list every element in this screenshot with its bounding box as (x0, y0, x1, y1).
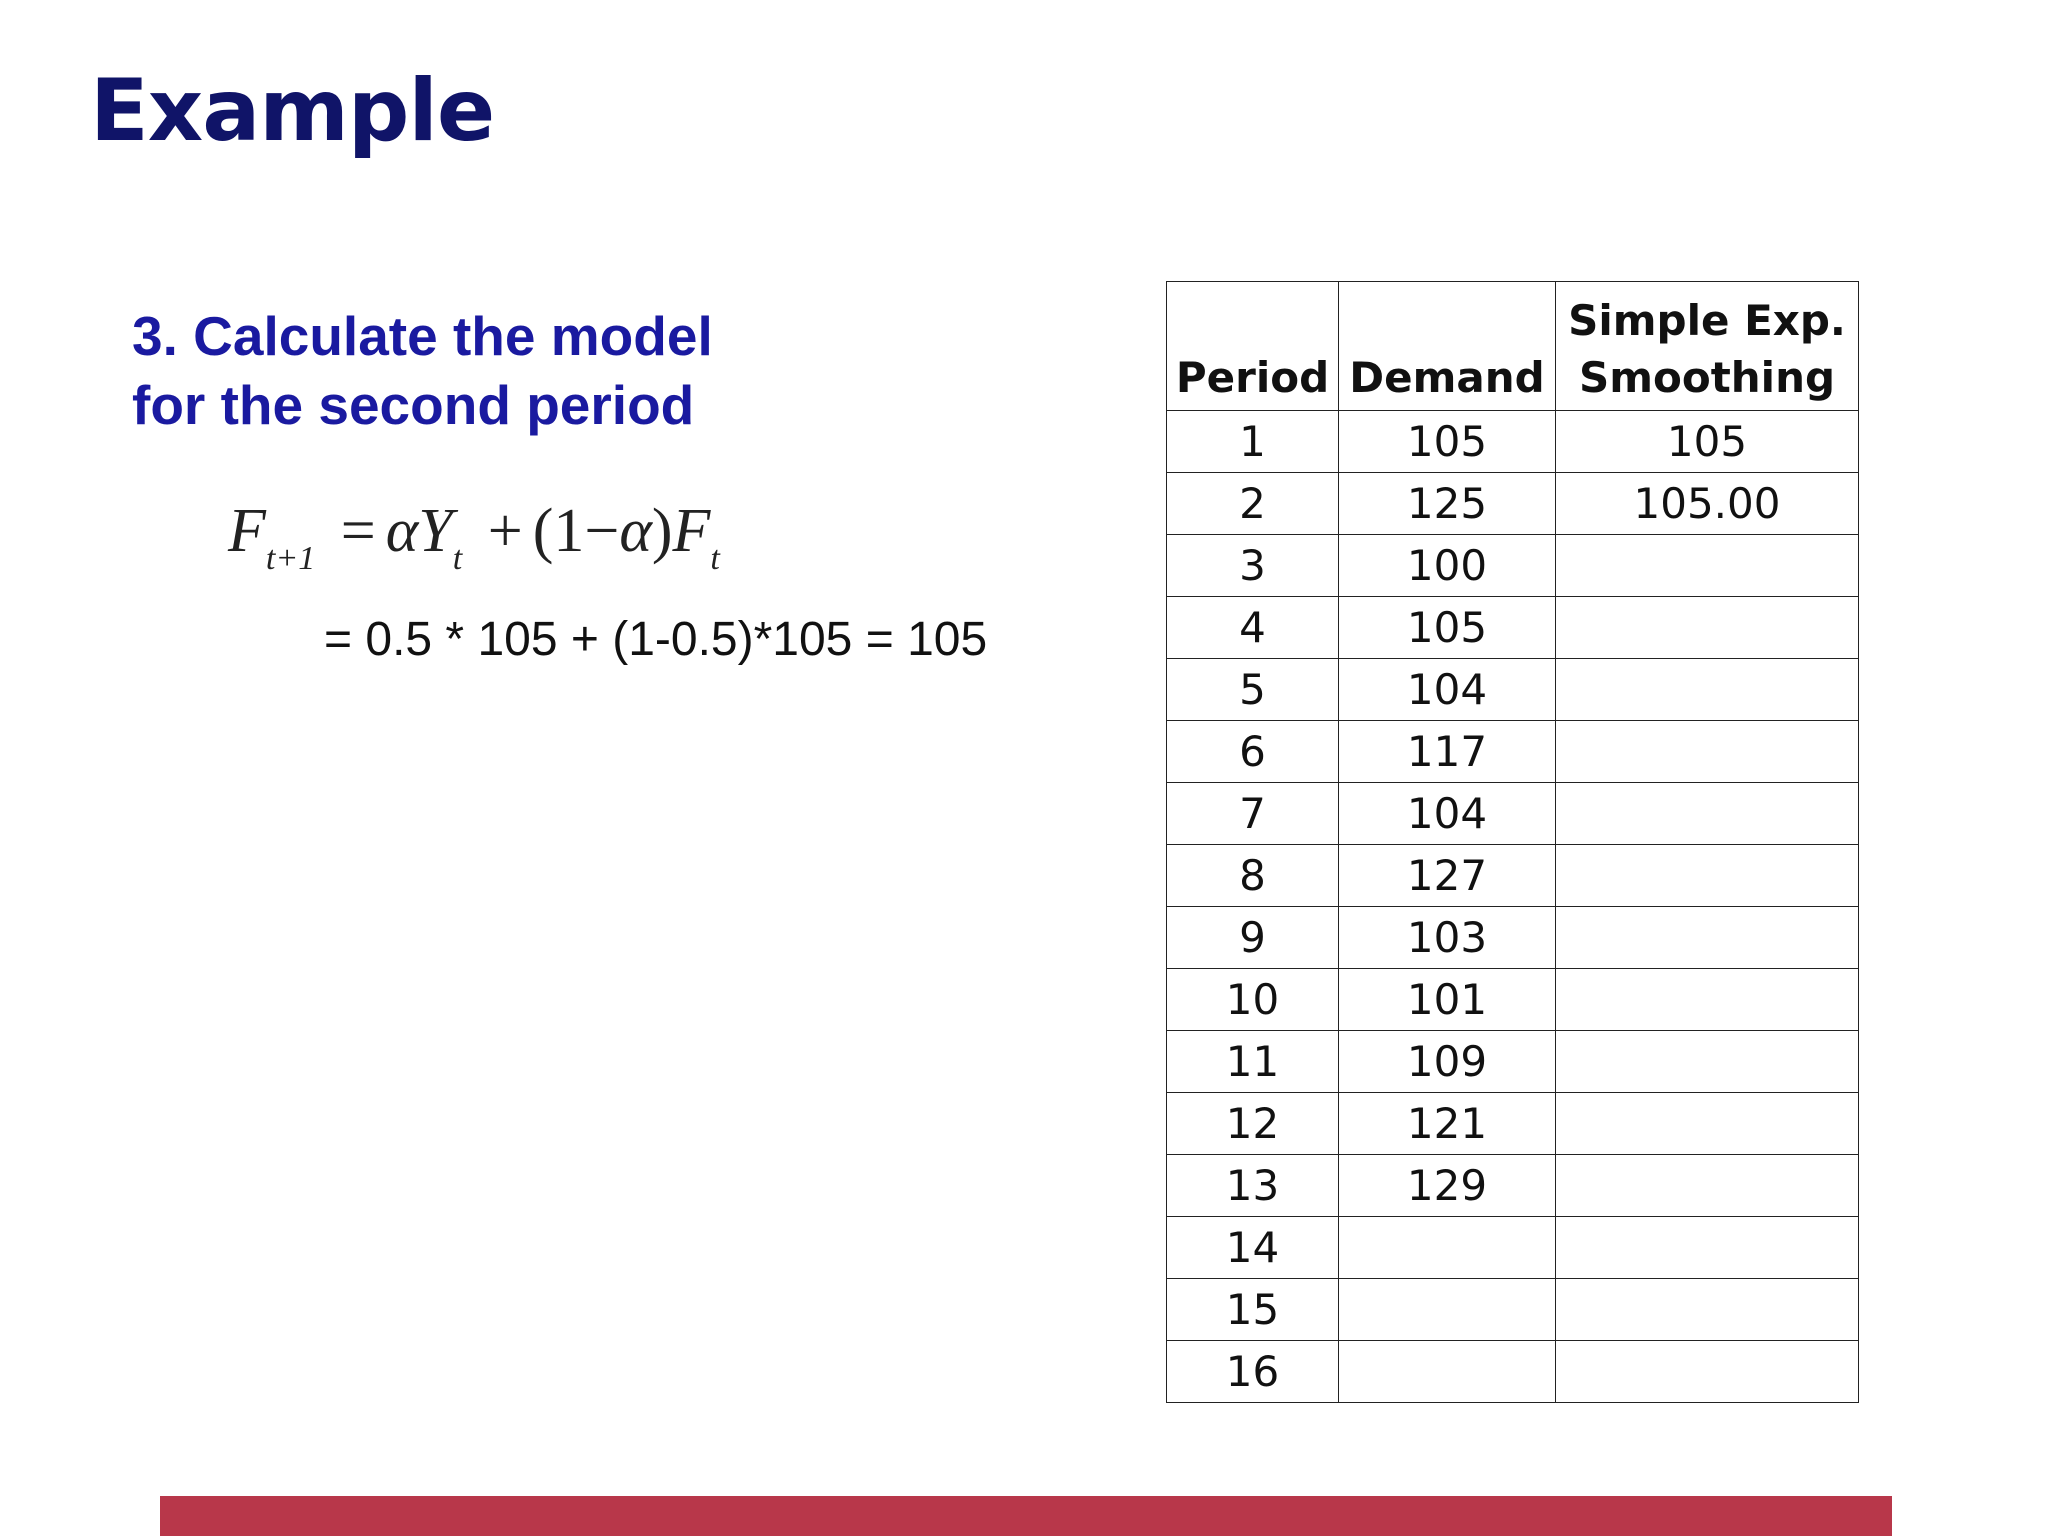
table-row (1167, 907, 1859, 969)
formula-open: (1 (532, 497, 585, 565)
formula-sub-t-plus-1: t+1 (265, 540, 316, 577)
cell-period: 7 (1167, 783, 1339, 845)
cell-demand: 103 (1339, 907, 1556, 969)
cell-period: 16 (1167, 1341, 1339, 1403)
formula-sub-t: t (452, 540, 463, 577)
cell-period: 12 (1167, 1093, 1339, 1155)
cell-ses (1556, 845, 1859, 907)
cell-ses (1556, 721, 1859, 783)
cell-demand: 127 (1339, 845, 1556, 907)
exponential-smoothing-formula (228, 497, 720, 577)
cell-ses (1556, 907, 1859, 969)
cell-demand: 104 (1339, 659, 1556, 721)
table-row (1167, 1279, 1859, 1341)
cell-period: 9 (1167, 907, 1339, 969)
cell-period: 3 (1167, 535, 1339, 597)
cell-period: 5 (1167, 659, 1339, 721)
formula-sub-t-2: t (710, 540, 720, 577)
cell-demand: 101 (1339, 969, 1556, 1031)
cell-period: 11 (1167, 1031, 1339, 1093)
table-row (1167, 783, 1859, 845)
slide-title: Example (90, 61, 495, 161)
cell-ses: 105.00 (1556, 473, 1859, 535)
cell-ses (1556, 1217, 1859, 1279)
formula-alpha-2: α (619, 497, 652, 565)
cell-period: 14 (1167, 1217, 1339, 1279)
calculation-line: = 0.5 * 105 + (1-0.5)*105 = 105 (324, 613, 988, 666)
cell-demand: 105 (1339, 597, 1556, 659)
cell-demand (1339, 1341, 1556, 1403)
table-row (1167, 1031, 1859, 1093)
cell-ses (1556, 597, 1859, 659)
cell-period: 13 (1167, 1155, 1339, 1217)
header-demand: Demand (1339, 282, 1556, 411)
cell-demand: 117 (1339, 721, 1556, 783)
table-row (1167, 1217, 1859, 1279)
cell-demand: 100 (1339, 535, 1556, 597)
cell-demand: 121 (1339, 1093, 1556, 1155)
cell-ses (1556, 1031, 1859, 1093)
formula-F-2: F (672, 497, 711, 565)
cell-ses: 105 (1556, 411, 1859, 473)
formula-plus: + (487, 497, 523, 565)
cell-demand: 105 (1339, 411, 1556, 473)
header-period: Period (1167, 282, 1339, 411)
cell-period: 15 (1167, 1279, 1339, 1341)
cell-ses (1556, 535, 1859, 597)
cell-ses (1556, 969, 1859, 1031)
table-row (1167, 969, 1859, 1031)
formula-minus: − (584, 497, 620, 565)
cell-ses (1556, 659, 1859, 721)
table-row (1167, 1155, 1859, 1217)
cell-period: 6 (1167, 721, 1339, 783)
table-row (1167, 411, 1859, 473)
formula-F: F (228, 497, 266, 565)
cell-ses (1556, 1341, 1859, 1403)
table-body (1167, 411, 1859, 1403)
table-row (1167, 845, 1859, 907)
header-ses-text: Simple Exp. Smoothing (1568, 296, 1846, 402)
cell-demand: 109 (1339, 1031, 1556, 1093)
table-row (1167, 1093, 1859, 1155)
step-heading (132, 302, 713, 440)
cell-period: 10 (1167, 969, 1339, 1031)
formula-close: ) (651, 497, 673, 565)
footer-bar (160, 1496, 1892, 1536)
cell-period: 4 (1167, 597, 1339, 659)
table-row (1167, 1341, 1859, 1403)
table-header-row (1167, 282, 1859, 411)
cell-demand: 129 (1339, 1155, 1556, 1217)
demand-table (1166, 281, 1859, 1403)
table-row (1167, 597, 1859, 659)
formula-equals: = (340, 497, 376, 565)
cell-ses (1556, 783, 1859, 845)
cell-period: 8 (1167, 845, 1339, 907)
header-simple-exp-smoothing (1556, 282, 1859, 411)
table-row (1167, 659, 1859, 721)
table-row (1167, 721, 1859, 783)
cell-period: 1 (1167, 411, 1339, 473)
table-row (1167, 473, 1859, 535)
cell-ses (1556, 1279, 1859, 1341)
table-header (1167, 282, 1859, 411)
cell-demand: 125 (1339, 473, 1556, 535)
cell-demand: 104 (1339, 783, 1556, 845)
formula-alpha: α (385, 497, 419, 565)
cell-demand (1339, 1279, 1556, 1341)
cell-demand (1339, 1217, 1556, 1279)
table-row (1167, 535, 1859, 597)
step-heading-line-1: 3. Calculate the model (132, 305, 713, 367)
formula-Y: Y (418, 497, 453, 565)
cell-period: 2 (1167, 473, 1339, 535)
cell-ses (1556, 1155, 1859, 1217)
cell-ses (1556, 1093, 1859, 1155)
step-heading-line-2: for the second period (132, 374, 695, 436)
